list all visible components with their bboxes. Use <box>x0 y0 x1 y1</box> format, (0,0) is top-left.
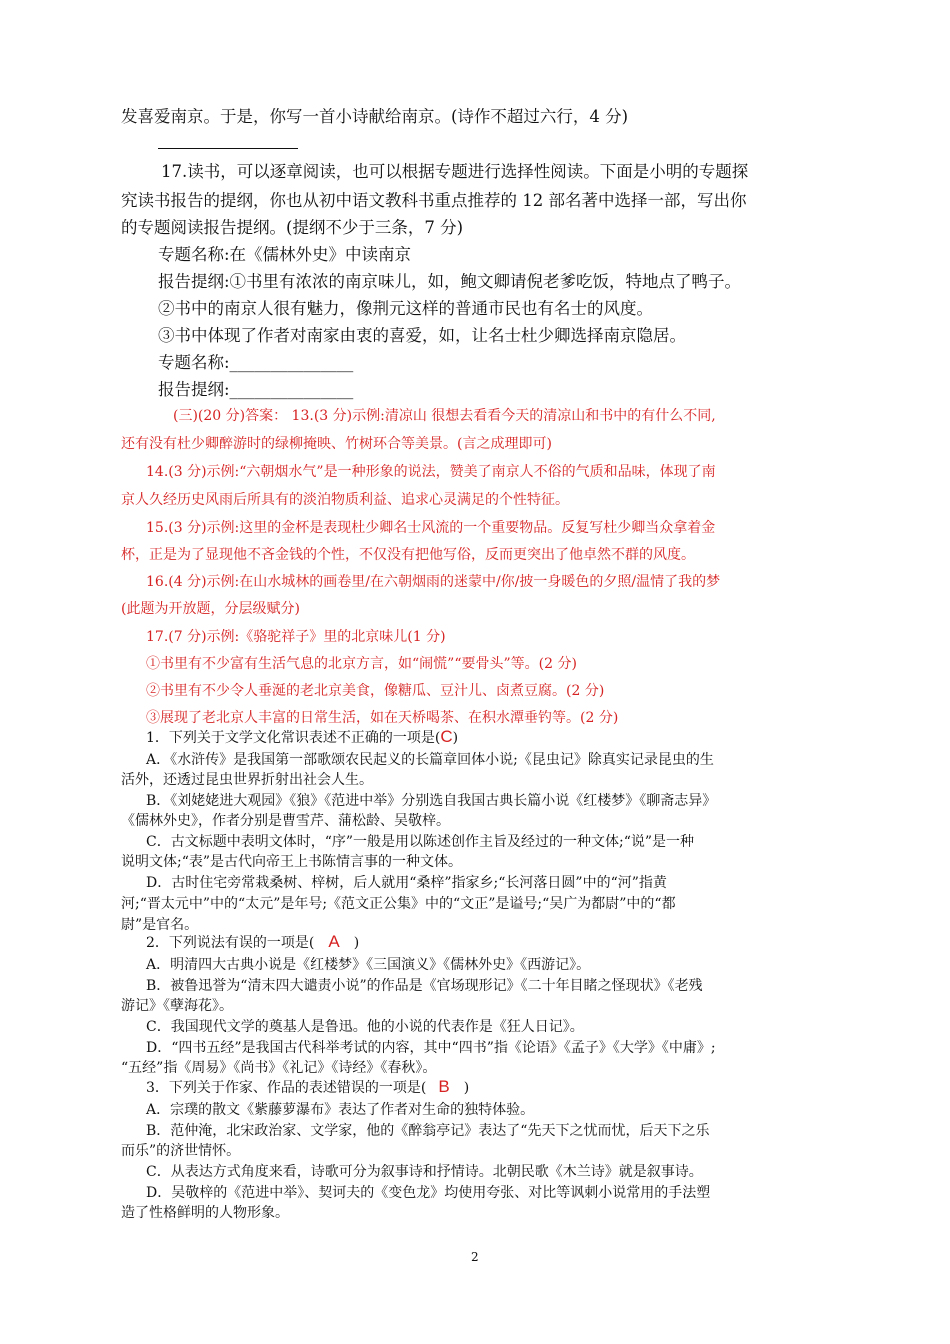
answer-14: 14.(3 分)示例:“六朝烟水气”是一种形象的说法，赞美了南京人不俗的气质和品味，体现了南 <box>146 464 716 480</box>
q17-line-3: 的专题阅读报告提纲。(提纲不少于三条，7 分) <box>121 218 464 237</box>
mc-q3-option-a: A．宗璞的散文《紫藤萝瀑布》表达了作者对生命的独特体验。 <box>146 1102 535 1118</box>
q17-outline-2: ②书中的南京人很有魅力，像荆元这样的普通市民也有名士的风度。 <box>158 299 653 318</box>
mc-q1-option-c: C．古文标题中表明文体时，“序”一般是用以陈述创作主旨及经过的一种文体;“说”是一种 <box>146 834 695 850</box>
answer-16: 16.(4 分)示例:在山水城林的画卷里/在六朝烟雨的迷蒙中/你/披一身暖色的夕照/温情了我的梦 <box>146 574 721 590</box>
answer-14-cont: 京人久经历史风雨后所具有的淡泊物质利益、追求心灵满足的个性特征。 <box>121 492 569 508</box>
mc-q1-stem <box>146 727 458 747</box>
q17-blank-outline: 报告提纲:_______________ <box>158 380 354 399</box>
q17-topic: 专题名称:在《儒林外史》中读南京 <box>158 245 412 264</box>
mc-q1-option-a: A．《水浒传》是我国第一部歌颂农民起义的长篇章回体小说;《昆虫记》除真实记录昆虫的生 <box>146 752 714 768</box>
answer-17: 17.(7 分)示例:《骆驼祥子》里的北京味儿(1 分) <box>146 629 446 645</box>
mc-q1-option-c-cont: 说明文体;“表”是古代向帝王上书陈情言事的一种文体。 <box>121 854 463 870</box>
mc-q2-answer-mark: A <box>328 932 340 951</box>
q17-outline-3: ③书中体现了作者对南家由衷的喜爱，如，让名士杜少卿选择南京隐居。 <box>158 326 686 345</box>
mc-q2-option-a: A．明清四大古典小说是《红楼梦》《三国演义》《儒林外史》《西游记》。 <box>146 957 591 973</box>
mc-q1-option-d: D．古时住宅旁常栽桑树、梓树，后人就用“桑梓”指家乡;“长河落日圆”中的“河”指黄 <box>146 875 667 891</box>
mc-q2-text: 2．下列说法有误的一项是( <box>146 935 315 951</box>
mc-q1-option-b-cont: 《儒林外史》，作者分别是曹雪芹、蒲松龄、吴敬梓。 <box>121 813 450 829</box>
mc-q1-answer-mark: C <box>440 727 453 746</box>
mc-q1-option-d-cont2: 尉”是官名。 <box>121 917 199 933</box>
intro-tail: 发喜爱南京。于是，你写一首小诗献给南京。(诗作不超过六行，4 分) <box>121 107 629 126</box>
mc-q3-text: 3．下列关于作家、作品的表述错误的一项是( <box>146 1080 427 1096</box>
page-number: 2 <box>471 1250 479 1264</box>
mc-q1-option-d-cont: 河;“晋太元中”中的“太元”是年号;《范文正公集》中的“文正”是谥号;“吴广为都尉”中的“都 <box>121 896 676 912</box>
answer-13: (三)(20 分)答案： 13.(3 分)示例:清凉山 很想去看看今天的清凉山和书中的有什么不同, <box>173 408 716 424</box>
mc-q2-option-c: C．我国现代文学的奠基人是鲁迅。他的小说的代表作是《狂人日记》。 <box>146 1019 584 1035</box>
mc-q3-option-b-cont: 而乐”的济世情怀。 <box>121 1143 241 1159</box>
mc-q2-option-d: D．“四书五经”是我国古代科举考试的内容，其中“四书”指《论语》《孟子》《大学》《中庸》; <box>146 1040 716 1056</box>
mc-q3-option-b: B．范仲淹，北宋政治家、文学家，他的《醉翁亭记》表达了“先天下之忧而忧，后天下之乐 <box>146 1123 710 1139</box>
answer-15-cont: 杯，正是为了显现他不吝金钱的个性，不仅没有把他写俗，反而更突出了他卓然不群的风度。 <box>121 547 695 563</box>
answer-17-1: ①书里有不少富有生活气息的北京方言，如“闹慌”“要骨头”等。(2 分) <box>146 656 577 672</box>
mc-q1-close: ) <box>452 730 459 746</box>
mc-q3-close: ) <box>463 1080 470 1096</box>
q17-blank-topic: 专题名称:_______________ <box>158 353 354 372</box>
q17-line-1: 17.读书，可以逐章阅读，也可以根据专题进行选择性阅读。下面是小明的专题探 <box>161 162 749 181</box>
mc-q2-option-d-cont: “五经”指《周易》《尚书》《礼记》《诗经》《春秋》。 <box>121 1060 437 1076</box>
mc-q3-option-d-cont: 造了性格鲜明的人物形象。 <box>121 1205 289 1221</box>
mc-q2-close: ) <box>353 935 360 951</box>
q17-outline-1: 报告提纲:①书里有浓浓的南京味儿，如，鲍文卿请倪老爹吃饭，特地点了鸭子。 <box>158 272 742 291</box>
answer-blank-line <box>158 148 298 149</box>
answer-13-cont: 还有没有杜少卿醉游时的绿柳掩映、竹树环合等美景。(言之成理即可) <box>121 436 552 452</box>
answer-17-2: ②书里有不少令人垂涎的老北京美食，像糖瓜、豆汁儿、卤煮豆腐。(2 分) <box>146 683 605 699</box>
answer-15: 15.(3 分)示例:这里的金杯是表现杜少卿名士风流的一个重要物品。反复写杜少卿当众拿着金 <box>146 520 716 536</box>
mc-q2-option-b-cont: 游记》《孽海花》。 <box>121 998 233 1014</box>
q17-line-2: 究读书报告的提纲，你也从初中语文教科书重点推荐的 12 部名著中选择一部，写出你 <box>121 191 747 210</box>
mc-q2-option-b: B．被鲁迅誉为“清末四大谴责小说”的作品是《官场现形记》《二十年目睹之怪现状》《老残 <box>146 978 703 994</box>
mc-q1-text: 1．下列关于文学文化常识表述不正确的一项是( <box>146 730 441 746</box>
mc-q1-option-b: B．《刘姥姥进大观园》《狼》《范进中举》分别选自我国古典长篇小说《红楼梦》《聊斋志异》 <box>146 793 717 809</box>
answer-17-3: ③展现了老北京人丰富的日常生活，如在天桥喝茶、在积水潭垂钓等。(2 分) <box>146 710 619 726</box>
answer-16-cont: (此题为开放题，分层级赋分) <box>121 601 300 617</box>
mc-q3-stem <box>146 1077 469 1097</box>
mc-q2-stem <box>146 932 359 952</box>
mc-q1-option-a-cont: 活外，还透过昆虫世界折射出社会人生。 <box>121 772 373 788</box>
mc-q3-answer-mark: B <box>438 1077 450 1096</box>
mc-q3-option-d: D．吴敬梓的《范进中举》、契诃夫的《变色龙》均使用夸张、对比等讽刺小说常用的手法塑 <box>146 1185 711 1201</box>
mc-q3-option-c: C．从表达方式角度来看，诗歌可分为叙事诗和抒情诗。北朝民歌《木兰诗》就是叙事诗。 <box>146 1164 703 1180</box>
